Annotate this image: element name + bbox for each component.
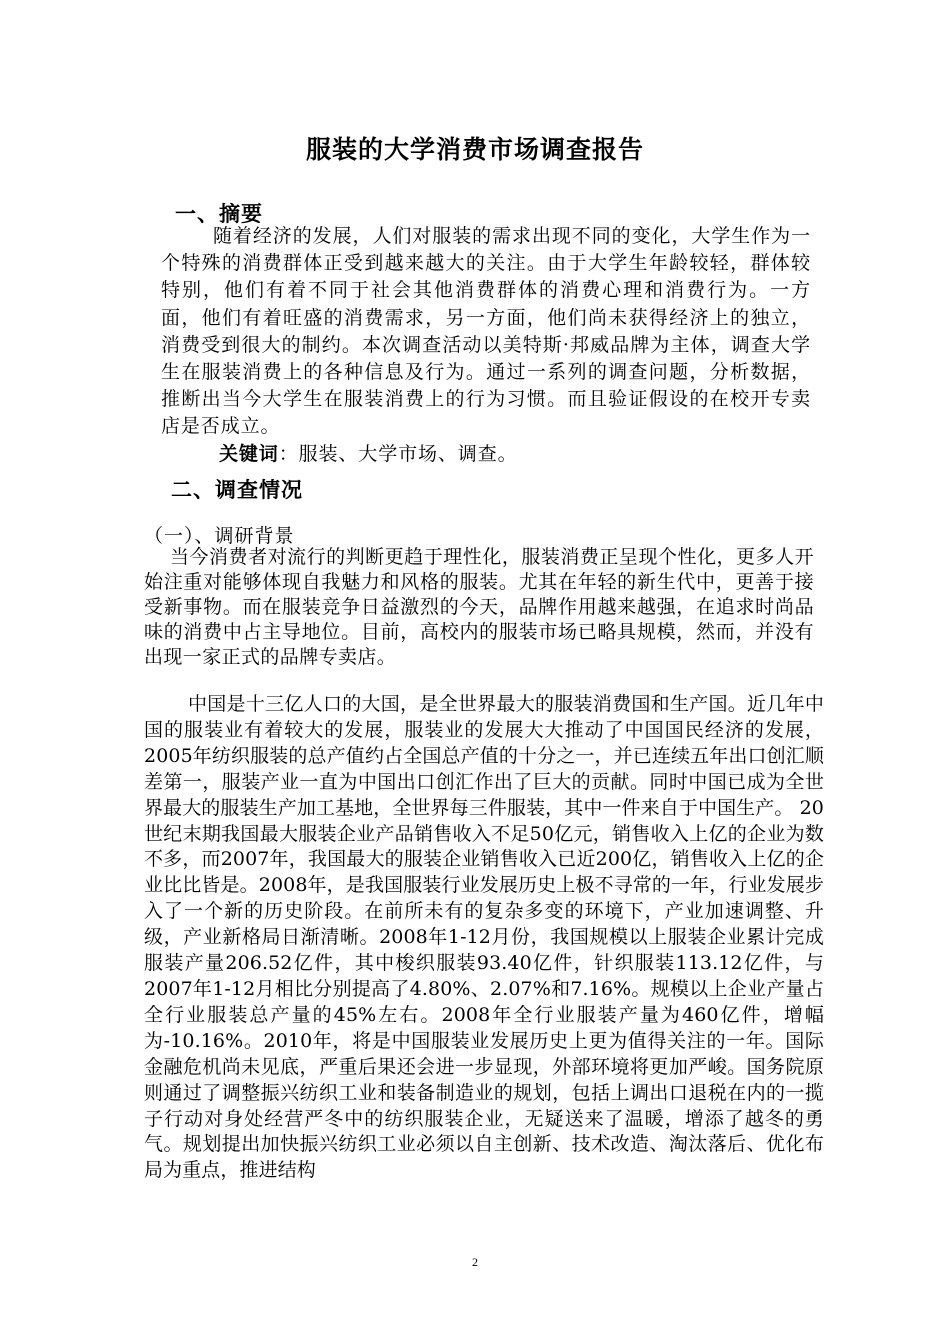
document-title: 服装的大学消费市场调查报告 [305, 135, 644, 164]
keywords-line [161, 441, 811, 468]
paragraph-text: 当今消费者对流行的判断更趋于理性化，服装消费正呈现个性化，更多人开始注重对能够体现自我魅力和风格的服装。尤其在年轻的新生代中，更善于接受新事物。而在服装竞争日益激烈的今天，品牌作用越来越强，在追求时尚品味的消费中占主导地位。目前，高校内的服装市场已略具规模，然而，并没有出现一家正式的品牌专卖店。 [144, 546, 814, 668]
subsection-heading-background: （一）、调研背景 [144, 525, 295, 547]
abstract-block [161, 223, 811, 468]
keywords-label: 关键词 [219, 442, 279, 465]
background-paragraph-2 [144, 692, 824, 1184]
section-heading-survey: 二、调查情况 [171, 478, 303, 502]
paragraph-text: 中国是十三亿人口的大国，是全世界最大的服装消费国和生产国。近几年中国的服装业有着较大的发展，服装业的发展大大推动了中国国民经济的发展，2005年纺织服装的总产值约占全国总产值的十分之一，并已连续五年出口创汇顺差第一，服装产业一直为中国出口创汇作出了巨大的贡献。同时中国已成为全世界最大的服装生产加工基地，全世界每三件服装，其中一件来自于中国生产。 20世纪末期我国最大服装企业产品销售收入不足50亿元，销售收入上亿的企业为数不多，而2007年，我国最大的服装企业销售收入已近200亿，销售收入上亿的企业比比皆是。2008年，是我国服装行业发展历史上极不寻常的一年，行业发展步入了一个新的历史阶段。在前所未有的复杂多变的环境下，产业加速调整、升级，产业新格局日渐清晰。2008年1-12月份，我国规模以上服装企业累计完成服装产量206.52亿件，其中梭织服装93.40亿件，针织服装113.12亿件，与2007年1-12月相比分别提高了4.80%、2.07%和7.16%。规模以上企业产量占全行业服装总产量的45%左右。2008年全行业服装产量为460亿件，增幅为-10.16%。2010年，将是中国服装业发展历史上更为值得关注的一年。国际金融危机尚未见底，严重后果还会进一步显现，外部环境将更加严峻。国务院原则通过了调整振兴纺织工业和装备制造业的规划，包括上调出口退税在内的一揽子行动对身处经营严冬中的纺织服装企业，无疑送来了温暖，增添了越冬的勇气。规划提出加快振兴纺织工业必须以自主创新、技术改造、淘汰落后、优化布局为重点，推进结构 [144, 693, 824, 1182]
keywords-text: ：服装、大学市场、调查。 [278, 442, 518, 465]
page-number: 2 [472, 1255, 478, 1269]
abstract-paragraph: 随着经济的发展，人们对服装的需求出现不同的变化，大学生作为一个特殊的消费群体正受到越来越大的关注。由于大学生年龄较轻，群体较特别，他们有着不同于社会其他消费群体的消费心理和消费行为。一方面，他们有着旺盛的消费需求，另一方面，他们尚未获得经济上的独立，消费受到很大的制约。本次调查活动以美特斯·邦威品牌为主体，调查大学生在服装消费上的各种信息及行为。通过一系列的调查问题，分析数据，推断出当今大学生在服装消费上的行为习惯。而且验证假设的在校开专卖店是否成立。 [161, 225, 811, 438]
background-paragraph-1 [144, 545, 814, 670]
section-heading-abstract: 一、摘要 [175, 202, 263, 226]
